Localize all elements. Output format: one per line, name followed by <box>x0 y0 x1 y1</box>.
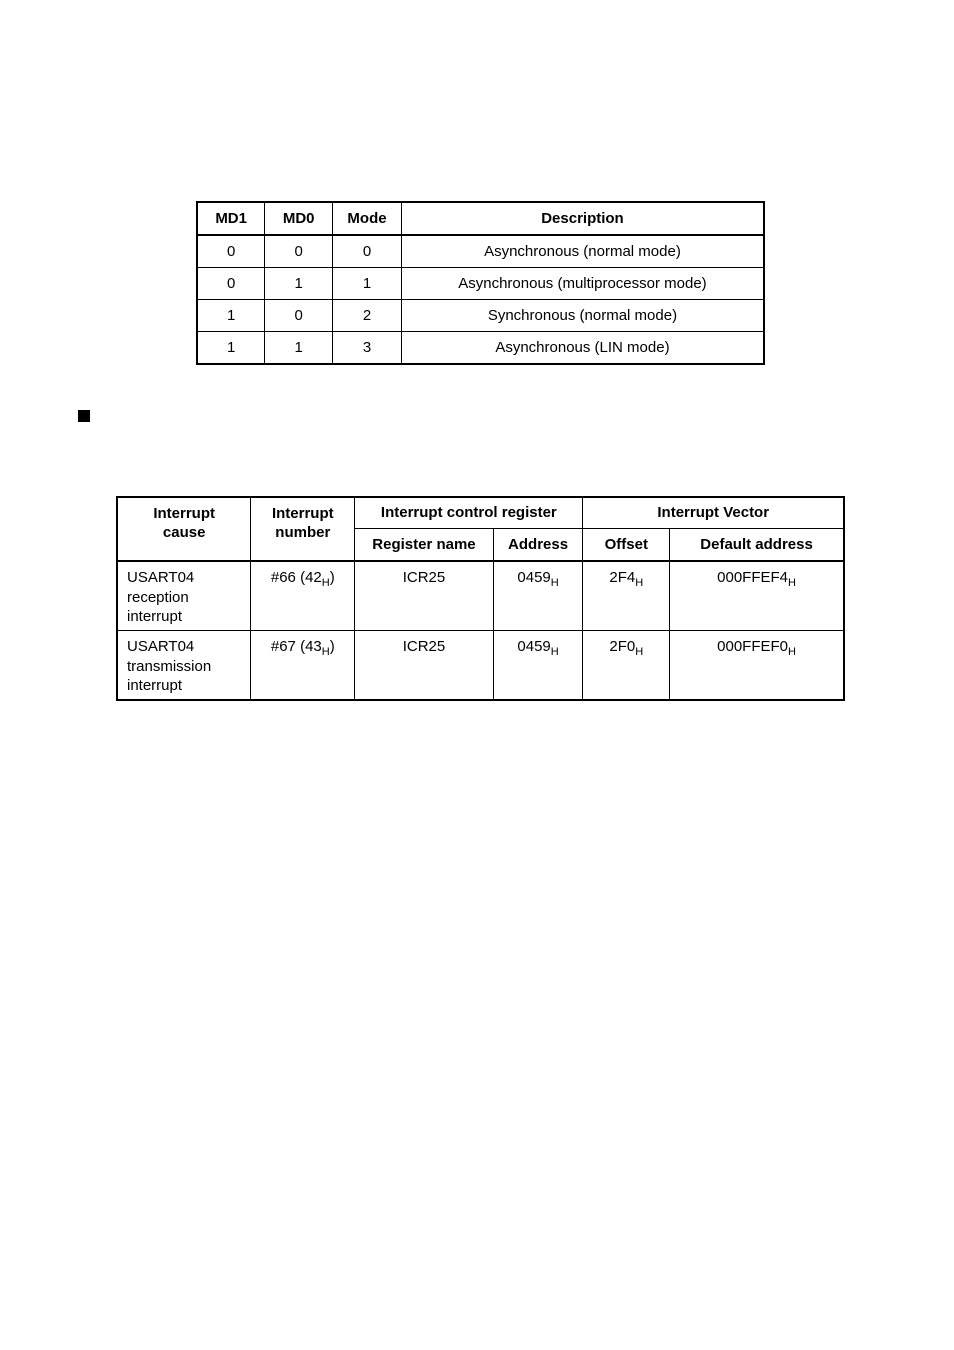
header-description: Description <box>401 202 764 235</box>
mode-table-header-row <box>197 202 764 235</box>
cell-default-address <box>670 631 844 701</box>
table-row <box>197 268 764 300</box>
header-mode: Mode <box>333 202 402 235</box>
table-row <box>197 332 764 365</box>
header-interrupt-vector: Interrupt Vector <box>583 497 844 529</box>
cell-interrupt-number <box>251 561 355 631</box>
cell-md0: 0 <box>265 300 333 332</box>
header-md0: MD0 <box>265 202 333 235</box>
address-text: 0459 <box>517 638 551 655</box>
offset-text: 2F4 <box>609 569 636 586</box>
section-bullet-icon <box>78 410 90 422</box>
cell-description: Asynchronous (LIN mode) <box>401 332 764 365</box>
interrupt-table-header-row <box>117 497 844 529</box>
number-close: ) <box>329 638 335 655</box>
cell-mode: 3 <box>333 332 402 365</box>
interrupt-table <box>116 496 845 701</box>
cell-interrupt-cause: USART04 transmission interrupt <box>117 631 251 701</box>
number-text: #67 (43 <box>270 638 322 655</box>
header-interrupt-number: Interrupt number <box>251 497 355 561</box>
cell-register-name: ICR25 <box>355 561 493 631</box>
number-close: ) <box>329 569 335 586</box>
hex-subscript: H <box>321 646 330 658</box>
mode-table <box>196 201 765 365</box>
cell-md1: 1 <box>197 332 265 365</box>
header-offset: Offset <box>583 529 670 562</box>
table-row <box>117 561 844 631</box>
header-address: Address <box>493 529 583 562</box>
hex-subscript: H <box>788 577 796 589</box>
cell-md0: 0 <box>265 235 333 268</box>
hex-subscript: H <box>635 646 644 658</box>
cell-description: Asynchronous (normal mode) <box>401 235 764 268</box>
cell-address <box>493 561 583 631</box>
default-address-text: 000FFEF0 <box>717 638 789 655</box>
cell-mode: 1 <box>333 268 402 300</box>
cell-md1: 0 <box>197 268 265 300</box>
table-row <box>197 235 764 268</box>
header-register-name: Register name <box>355 529 493 562</box>
header-interrupt-control-register: Interrupt control register <box>355 497 583 529</box>
hex-subscript: H <box>550 577 559 589</box>
hex-subscript: H <box>550 646 559 658</box>
cell-interrupt-cause: USART04 reception interrupt <box>117 561 251 631</box>
header-default-address: Default address <box>670 529 844 562</box>
header-md1: MD1 <box>197 202 265 235</box>
cell-offset <box>583 561 670 631</box>
default-address-text: 000FFEF4 <box>717 569 789 586</box>
cell-md1: 0 <box>197 235 265 268</box>
cell-register-name: ICR25 <box>355 631 493 701</box>
cell-md0: 1 <box>265 332 333 365</box>
table-row <box>117 631 844 701</box>
offset-text: 2F0 <box>609 638 636 655</box>
cell-description: Synchronous (normal mode) <box>401 300 764 332</box>
header-interrupt-cause: Interrupt cause <box>117 497 251 561</box>
address-text: 0459 <box>517 569 551 586</box>
cell-md0: 1 <box>265 268 333 300</box>
cell-interrupt-number <box>251 631 355 701</box>
cell-md1: 1 <box>197 300 265 332</box>
cell-default-address <box>670 561 844 631</box>
table-row <box>197 300 764 332</box>
cell-address <box>493 631 583 701</box>
number-text: #66 (42 <box>270 569 322 586</box>
hex-subscript: H <box>635 577 644 589</box>
hex-subscript: H <box>788 646 796 658</box>
cell-offset <box>583 631 670 701</box>
cell-mode: 2 <box>333 300 402 332</box>
cell-description: Asynchronous (multiprocessor mode) <box>401 268 764 300</box>
cell-mode: 0 <box>333 235 402 268</box>
hex-subscript: H <box>321 577 330 589</box>
